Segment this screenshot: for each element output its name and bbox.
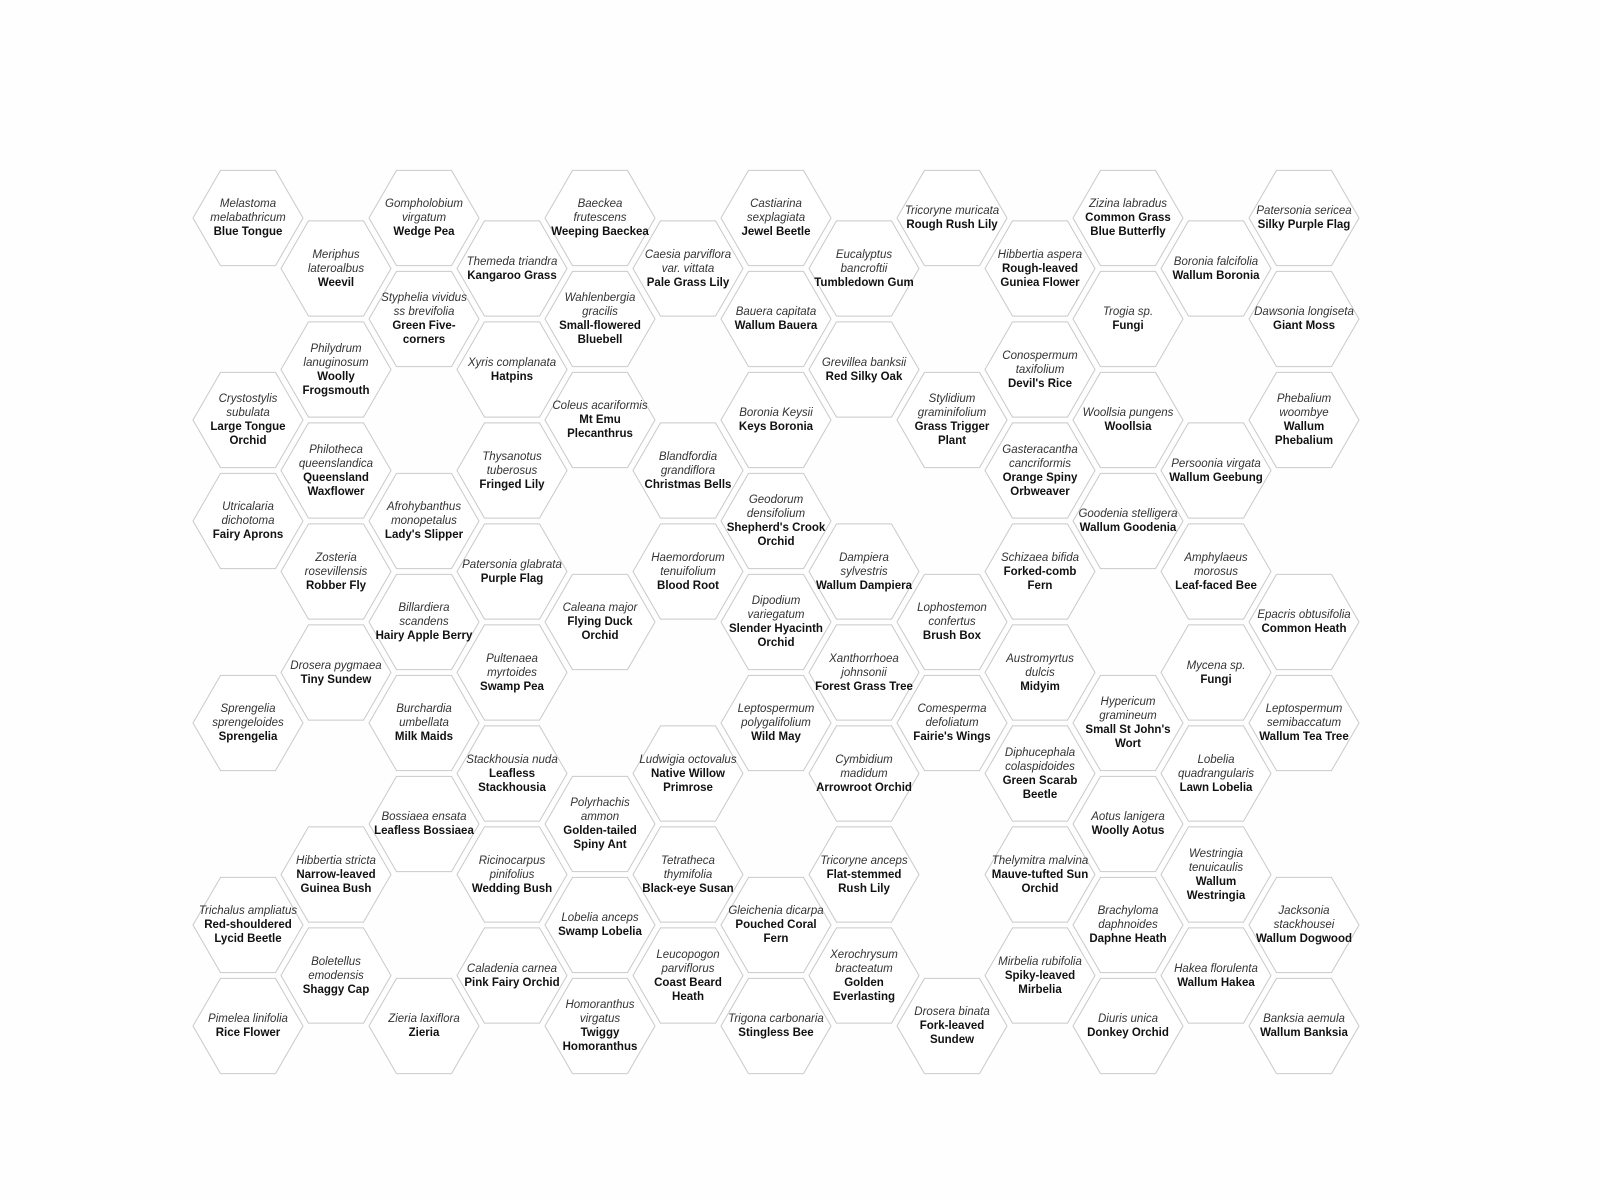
common-name: Wallum Bauera <box>734 320 818 332</box>
scientific-name: Homoranthus virgatus <box>565 999 635 1025</box>
species-label <box>286 248 386 290</box>
common-name: Coast Beard Heath <box>654 976 722 1003</box>
species-label <box>286 342 386 398</box>
species-label <box>198 702 298 744</box>
scientific-name: Goodenia stelligera <box>1078 508 1178 520</box>
scientific-name: Gasteracantha cancriformis <box>1002 443 1078 470</box>
common-name: Tumbledown Gum <box>814 276 914 289</box>
species-label <box>462 753 562 795</box>
scientific-name: Woollsia pungens <box>1082 407 1174 419</box>
common-name: Flying Duck Orchid <box>567 616 633 642</box>
scientific-name: Conospermum taxifolium <box>1002 349 1078 376</box>
scientific-name: Tricoryne anceps <box>820 854 908 867</box>
common-name: Lawn Lobelia <box>1179 781 1253 794</box>
scientific-name: Phebalium woombye <box>1276 393 1332 419</box>
common-name: Weeping Baeckea <box>551 226 649 238</box>
species-label <box>550 796 650 852</box>
scientific-name: Pimelea linifolia <box>208 1013 288 1025</box>
common-name: Forest Grass Tree <box>815 680 913 693</box>
common-name: Woolly Frogsmouth <box>302 370 370 397</box>
scientific-name: Mirbelia rubifolia <box>998 955 1082 968</box>
common-name: Rice Flower <box>215 1027 281 1039</box>
species-label <box>902 702 1002 744</box>
species-label <box>1254 702 1354 744</box>
scientific-name: Zizina labradus <box>1089 198 1167 210</box>
scientific-name: Zieria laxiflora <box>388 1013 460 1025</box>
common-name: Lady's Slipper <box>384 529 464 541</box>
species-label <box>726 493 826 549</box>
scientific-name: Cymbidium madidum <box>835 753 893 780</box>
scientific-name: Leptospermum semibaccatum <box>1265 703 1343 729</box>
scientific-name: Caleana major <box>562 602 638 614</box>
scientific-name: Hypericum gramineum <box>1099 696 1157 722</box>
species-label <box>990 551 1090 593</box>
species-label <box>286 955 386 997</box>
scientific-name: Lobelia anceps <box>561 912 639 924</box>
scientific-name: Mycena sp. <box>1186 659 1246 672</box>
common-name: Narrow-leaved Guinea Bush <box>296 868 376 895</box>
scientific-name: Xerochrysum bracteatum <box>830 948 898 975</box>
scientific-name: Caladenia carnea <box>466 962 558 975</box>
common-name: Wallum Banksia <box>1260 1027 1348 1039</box>
common-name: Forked-comb Fern <box>1003 565 1077 592</box>
species-label <box>1078 810 1178 838</box>
scientific-name: Austromyrtus dulcis <box>1006 652 1074 679</box>
common-name: Giant Moss <box>1273 320 1335 332</box>
scientific-name: Diuris unica <box>1097 1013 1159 1025</box>
common-name: Shepherd's Crook Orchid <box>726 522 826 548</box>
species-label <box>726 1012 826 1040</box>
scientific-name: Westringia tenuicaulis <box>1188 847 1244 874</box>
common-name: Rough Rush Lily <box>906 219 998 231</box>
scientific-name: Ricinocarpus pinifolius <box>478 854 546 881</box>
common-name: Tiny Sundew <box>300 673 372 686</box>
common-name: Small-flowered Bluebell <box>559 320 641 346</box>
species-label <box>1254 1012 1354 1040</box>
species-label <box>814 248 914 290</box>
scientific-name: Bossiaea ensata <box>381 811 467 823</box>
species-label <box>374 702 474 744</box>
scientific-name: Tetratheca thymifolia <box>661 854 715 881</box>
scientific-name: Melastoma melabathricum <box>210 198 286 224</box>
common-name: Blue Tongue <box>213 226 283 238</box>
species-label <box>1166 962 1266 990</box>
species-label <box>990 443 1090 499</box>
species-label <box>374 197 474 239</box>
scientific-name: Hakea florulenta <box>1174 962 1258 975</box>
species-label <box>990 854 1090 896</box>
species-label <box>462 854 562 896</box>
species-label <box>1166 753 1266 795</box>
common-name: Fungi <box>1112 320 1144 332</box>
species-label <box>550 399 650 441</box>
species-label <box>286 443 386 499</box>
scientific-name: Zosteria rosevillensis <box>304 551 368 578</box>
species-label <box>462 450 562 492</box>
common-name: Large Tongue Orchid <box>210 421 286 447</box>
scientific-name: Aotus lanigera <box>1091 811 1165 823</box>
scientific-name: Trogia sp. <box>1102 306 1154 318</box>
common-name: Stingless Bee <box>738 1027 814 1039</box>
species-label <box>1254 305 1354 333</box>
species-label <box>374 500 474 542</box>
species-label <box>198 904 298 946</box>
common-name: Silky Purple Flag <box>1257 219 1351 231</box>
species-label <box>462 255 562 283</box>
species-label <box>638 551 738 593</box>
species-label <box>462 558 562 586</box>
species-label <box>1254 392 1354 448</box>
common-name: Wedge Pea <box>393 226 455 238</box>
species-label <box>814 854 914 896</box>
species-label <box>726 406 826 434</box>
species-label <box>814 652 914 694</box>
common-name: Blood Root <box>657 579 719 592</box>
scientific-name: Comesperma defoliatum <box>917 703 987 729</box>
common-name: Christmas Bells <box>644 478 732 491</box>
common-name: Swamp Lobelia <box>558 926 642 938</box>
scientific-name: Patersonia sericea <box>1256 205 1352 217</box>
common-name: Wallum Dampiera <box>815 579 913 592</box>
common-name: Robber Fly <box>305 579 367 592</box>
common-name: Spiky-leaved Mirbelia <box>1004 969 1076 996</box>
species-label <box>286 551 386 593</box>
scientific-name: Schizaea bifida <box>1001 551 1079 564</box>
scientific-name: Wahlenbergia gracilis <box>564 292 636 318</box>
scientific-name: Persoonia virgata <box>1171 457 1261 470</box>
scientific-name: Ludwigia octovalus <box>639 753 737 766</box>
species-label <box>990 652 1090 694</box>
species-label <box>1166 847 1266 903</box>
scientific-name: Boronia falcifolia <box>1173 255 1259 268</box>
common-name: Fungi <box>1200 673 1232 686</box>
common-name: Pouched Coral Fern <box>735 919 817 945</box>
common-name: Wallum Hakea <box>1177 976 1255 989</box>
common-name: Mt Emu Plecanthrus <box>567 414 633 440</box>
scientific-name: Drosera binata <box>914 1006 990 1018</box>
species-label <box>374 291 474 347</box>
common-name: Red Silky Oak <box>825 370 903 383</box>
scientific-name: Lobelia quadrangularis <box>1177 753 1255 780</box>
scientific-name: Boletellus emodensis <box>308 955 364 982</box>
scientific-name: Brachyloma daphnoides <box>1097 905 1159 931</box>
common-name: Swamp Pea <box>480 680 544 693</box>
scientific-name: Stackhousia nuda <box>466 753 558 766</box>
scientific-name: Blandfordia grandiflora <box>658 450 718 477</box>
scientific-name: Crystostylis subulata <box>218 393 278 419</box>
scientific-name: Coleus acariformis <box>552 400 648 412</box>
scientific-name: Dawsonia longiseta <box>1254 306 1354 318</box>
common-name: Small St John's Wort <box>1085 724 1171 750</box>
scientific-name: Polyrhachis ammon <box>570 797 630 823</box>
common-name: Common Grass Blue Butterfly <box>1085 212 1171 238</box>
common-name: Keys Boronia <box>738 421 814 433</box>
scientific-name: Themeda triandra <box>466 255 558 268</box>
scientific-name: Grevillea banksii <box>821 356 907 369</box>
scientific-name: Eucalyptus bancroftii <box>835 248 893 275</box>
common-name: Wild May <box>751 731 801 743</box>
species-label <box>902 1005 1002 1047</box>
common-name: Wallum Tea Tree <box>1259 731 1349 743</box>
common-name: Slender Hyacinth Orchid <box>729 623 823 649</box>
scientific-name: Trichalus ampliatus <box>198 905 298 917</box>
scientific-name: Dampiera sylvestris <box>839 551 889 578</box>
species-label <box>1078 1012 1178 1040</box>
species-label <box>814 948 914 1004</box>
common-name: Grass Trigger Plant <box>914 421 990 447</box>
species-label <box>990 349 1090 391</box>
common-name: Leaf-faced Bee <box>1175 579 1257 592</box>
species-label <box>726 197 826 239</box>
common-name: Rough-leaved Guniea Flower <box>1000 262 1080 289</box>
scientific-name: Thelymitra malvina <box>991 854 1089 867</box>
scientific-name: Afrohybanthus monopetalus <box>386 501 462 527</box>
scientific-name: Epacris obtusifolia <box>1257 609 1351 621</box>
scientific-name: Baeckea frutescens <box>573 198 627 224</box>
scientific-name: Patersonia glabrata <box>462 558 562 571</box>
common-name: Red-shouldered Lycid Beetle <box>204 919 292 945</box>
scientific-name: Gleichenia dicarpa <box>728 905 824 917</box>
scientific-name: Gompholobium virgatum <box>385 198 463 224</box>
common-name: Black-eye Susan <box>642 882 734 895</box>
common-name: Orange Spiny Orbweaver <box>1002 471 1078 498</box>
common-name: Wallum Westringia <box>1186 875 1246 902</box>
scientific-name: Philotheca queenslandica <box>298 443 374 470</box>
scientific-name: Drosera pygmaea <box>290 659 382 672</box>
scientific-name: Bauera capitata <box>735 306 817 318</box>
species-label <box>462 652 562 694</box>
common-name: Donkey Orchid <box>1087 1027 1169 1039</box>
scientific-name: Styphelia vividus ss brevifolia <box>381 292 467 318</box>
common-name: Hairy Apple Berry <box>375 630 473 642</box>
scientific-name: Jacksonia stackhousei <box>1273 905 1335 931</box>
species-label <box>1166 457 1266 485</box>
common-name: Golden Everlasting <box>833 976 895 1003</box>
species-label <box>462 962 562 990</box>
species-label <box>286 854 386 896</box>
species-label <box>638 854 738 896</box>
scientific-name: Philydrum lanuginosum <box>303 342 369 369</box>
species-label <box>638 948 738 1004</box>
species-label <box>990 955 1090 997</box>
scientific-name: Castiarina sexplagiata <box>746 198 806 224</box>
species-label <box>638 753 738 795</box>
species-label <box>726 904 826 946</box>
scientific-name: Caesia parviflora var. vittata <box>644 248 732 275</box>
species-label <box>814 551 914 593</box>
scientific-name: Leucopogon parviflorus <box>656 948 720 975</box>
species-label <box>198 500 298 542</box>
common-name: Wallum Dogwood <box>1255 933 1353 945</box>
scientific-name: Billardiera scandens <box>398 602 450 628</box>
scientific-name: Tricoryne muricata <box>904 205 1000 217</box>
common-name: Milk Maids <box>394 731 454 743</box>
common-name: Hatpins <box>490 370 534 383</box>
species-label <box>902 204 1002 232</box>
species-label <box>1078 904 1178 946</box>
scientific-name: Hibbertia aspera <box>997 248 1083 261</box>
common-name: Brush Box <box>922 630 982 642</box>
species-label <box>1166 551 1266 593</box>
species-label <box>286 659 386 687</box>
species-label <box>1254 608 1354 636</box>
species-label <box>990 248 1090 290</box>
common-name: Arrowroot Orchid <box>816 781 912 794</box>
scientific-name: Hibbertia stricta <box>296 854 376 867</box>
common-name: Fairy Aprons <box>212 529 284 541</box>
common-name: Sprengelia <box>218 731 278 743</box>
species-label <box>374 601 474 643</box>
species-label <box>1254 904 1354 946</box>
species-label <box>902 392 1002 448</box>
scientific-name: Stylidium graminifolium <box>917 393 987 419</box>
common-name: Wallum Goodenia <box>1079 522 1177 534</box>
species-label <box>550 197 650 239</box>
species-label <box>814 356 914 384</box>
common-name: Fork-leaved Sundew <box>919 1020 985 1046</box>
species-label <box>1254 204 1354 232</box>
scientific-name: Utricalaria dichotoma <box>221 501 275 527</box>
species-label <box>1078 695 1178 751</box>
scientific-name: Xyris complanata <box>467 356 557 369</box>
common-name: Woolly Aotus <box>1091 825 1165 837</box>
common-name: Common Heath <box>1261 623 1347 635</box>
common-name: Queensland Waxflower <box>303 471 369 498</box>
scientific-name: Thysanotus tuberosus <box>482 450 542 477</box>
species-label <box>814 753 914 795</box>
species-label <box>550 601 650 643</box>
common-name: Weevil <box>317 276 355 289</box>
species-label <box>726 702 826 744</box>
species-label <box>550 911 650 939</box>
common-name: Wallum Phebalium <box>1274 421 1334 447</box>
species-label <box>726 305 826 333</box>
species-label <box>1078 305 1178 333</box>
scientific-name: Haemordorum tenuifolium <box>651 551 725 578</box>
common-name: Fairie's Wings <box>913 731 991 743</box>
species-label <box>198 197 298 239</box>
common-name: Shaggy Cap <box>302 983 370 996</box>
common-name: Zieria <box>408 1027 440 1039</box>
common-name: Golden-tailed Spiny Ant <box>563 825 637 851</box>
species-label <box>990 746 1090 802</box>
common-name: Fringed Lily <box>479 478 545 491</box>
scientific-name: Leptospermum polygalifolium <box>737 703 815 729</box>
species-label <box>726 594 826 650</box>
common-name: Green Five-corners <box>392 320 456 346</box>
species-label <box>374 1012 474 1040</box>
species-label <box>462 356 562 384</box>
common-name: Leafless Bossiaea <box>374 825 474 837</box>
species-label <box>1166 255 1266 283</box>
common-name: Daphne Heath <box>1089 933 1167 945</box>
common-name: Devil's Rice <box>1007 377 1073 390</box>
common-name: Wedding Bush <box>471 882 553 895</box>
scientific-name: Sprengelia sprengeloides <box>212 703 284 729</box>
scientific-name: Diphucephala colaspidoides <box>1004 746 1076 773</box>
scientific-name: Lophostemon confertus <box>917 602 987 628</box>
scientific-name: Xanthorrhoea johnsonii <box>829 652 899 679</box>
scientific-name: Geodorum densifolium <box>746 494 806 520</box>
species-label <box>550 998 650 1054</box>
species-label <box>374 810 474 838</box>
common-name: Twiggy Homoranthus <box>562 1027 638 1053</box>
species-label <box>1166 659 1266 687</box>
species-label <box>638 450 738 492</box>
species-label <box>1078 406 1178 434</box>
species-label <box>198 392 298 448</box>
common-name: Jewel Beetle <box>741 226 811 238</box>
scientific-name: Pultenaea myrtoides <box>486 652 538 679</box>
scientific-name: Banksia aemula <box>1263 1013 1345 1025</box>
common-name: Woollsia <box>1104 421 1152 433</box>
scientific-name: Amphylaeus morosus <box>1184 551 1248 578</box>
common-name: Pink Fairy Orchid <box>464 976 560 989</box>
common-name: Mauve-tufted Sun Orchid <box>991 868 1089 895</box>
common-name: Leafless Stackhousia <box>478 767 546 794</box>
scientific-name: Burchardia umbellata <box>396 703 452 729</box>
species-label <box>1078 507 1178 535</box>
scientific-name: Boronia Keysii <box>739 407 813 419</box>
common-name: Flat-stemmed Rush Lily <box>826 868 902 895</box>
common-name: Kangaroo Grass <box>467 269 557 282</box>
common-name: Midyim <box>1020 680 1060 693</box>
common-name: Green Scarab Beetle <box>1002 774 1078 801</box>
common-name: Pale Grass Lily <box>646 276 730 289</box>
common-name: Wallum Geebung <box>1169 471 1263 484</box>
species-label <box>902 601 1002 643</box>
species-label <box>550 291 650 347</box>
species-label <box>198 1012 298 1040</box>
scientific-name: Meriphus lateroalbus <box>307 248 365 275</box>
scientific-name: Dipodium variegatum <box>747 595 805 621</box>
common-name: Native Willow Primrose <box>650 767 726 794</box>
common-name: Wallum Boronia <box>1172 269 1260 282</box>
common-name: Purple Flag <box>480 572 544 585</box>
scientific-name: Trigona carbonaria <box>728 1013 824 1025</box>
species-label <box>638 248 738 290</box>
species-label <box>1078 197 1178 239</box>
